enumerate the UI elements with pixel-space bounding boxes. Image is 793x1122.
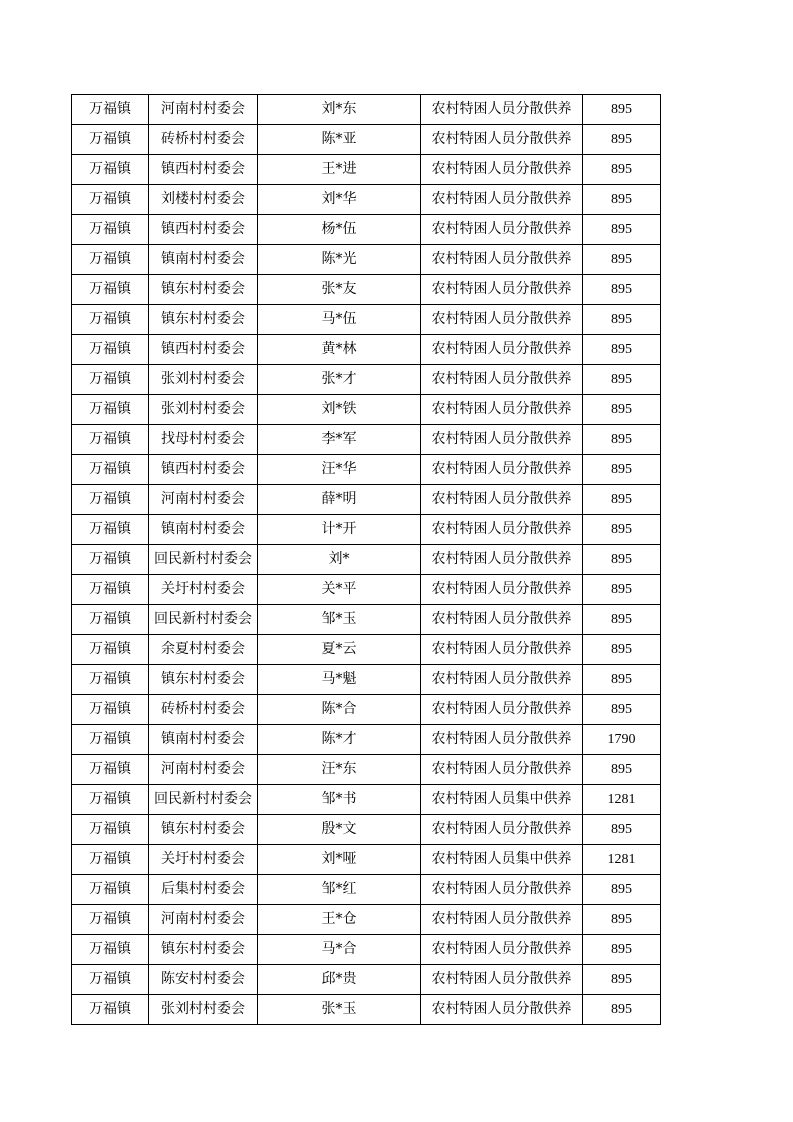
table-row bbox=[72, 695, 661, 725]
name-cell: 陈*亚 bbox=[258, 125, 421, 155]
village-cell: 镇西村村委会 bbox=[149, 335, 258, 365]
village-cell: 关圩村村委会 bbox=[149, 845, 258, 875]
town-cell: 万福镇 bbox=[72, 875, 149, 905]
town-cell: 万福镇 bbox=[72, 455, 149, 485]
amount-cell: 1281 bbox=[583, 845, 661, 875]
amount-cell: 895 bbox=[583, 905, 661, 935]
table-row bbox=[72, 215, 661, 245]
name-cell: 汪*华 bbox=[258, 455, 421, 485]
category-cell: 农村特困人员分散供养 bbox=[421, 575, 583, 605]
village-cell: 镇南村村委会 bbox=[149, 725, 258, 755]
name-cell: 刘*华 bbox=[258, 185, 421, 215]
name-cell: 汪*东 bbox=[258, 755, 421, 785]
name-cell: 邹*书 bbox=[258, 785, 421, 815]
village-cell: 回民新村村委会 bbox=[149, 545, 258, 575]
table-row bbox=[72, 185, 661, 215]
village-cell: 余夏村村委会 bbox=[149, 635, 258, 665]
town-cell: 万福镇 bbox=[72, 155, 149, 185]
town-cell: 万福镇 bbox=[72, 695, 149, 725]
village-cell: 镇东村村委会 bbox=[149, 305, 258, 335]
name-cell: 张*玉 bbox=[258, 995, 421, 1025]
category-cell: 农村特困人员分散供养 bbox=[421, 185, 583, 215]
village-cell: 镇东村村委会 bbox=[149, 665, 258, 695]
name-cell: 邱*贵 bbox=[258, 965, 421, 995]
name-cell: 杨*伍 bbox=[258, 215, 421, 245]
name-cell: 马*合 bbox=[258, 935, 421, 965]
name-cell: 王*进 bbox=[258, 155, 421, 185]
table-row bbox=[72, 365, 661, 395]
table-row bbox=[72, 725, 661, 755]
table-row bbox=[72, 755, 661, 785]
table-row bbox=[72, 125, 661, 155]
village-cell: 回民新村村委会 bbox=[149, 605, 258, 635]
name-cell: 刘*铁 bbox=[258, 395, 421, 425]
amount-cell: 895 bbox=[583, 665, 661, 695]
village-cell: 镇东村村委会 bbox=[149, 935, 258, 965]
village-cell: 镇南村村委会 bbox=[149, 245, 258, 275]
village-cell: 镇南村村委会 bbox=[149, 515, 258, 545]
category-cell: 农村特困人员分散供养 bbox=[421, 155, 583, 185]
town-cell: 万福镇 bbox=[72, 545, 149, 575]
town-cell: 万福镇 bbox=[72, 755, 149, 785]
recipient-table bbox=[71, 94, 661, 1025]
town-cell: 万福镇 bbox=[72, 365, 149, 395]
amount-cell: 895 bbox=[583, 335, 661, 365]
amount-cell: 895 bbox=[583, 815, 661, 845]
name-cell: 薛*明 bbox=[258, 485, 421, 515]
category-cell: 农村特困人员分散供养 bbox=[421, 545, 583, 575]
category-cell: 农村特困人员分散供养 bbox=[421, 395, 583, 425]
town-cell: 万福镇 bbox=[72, 665, 149, 695]
name-cell: 刘* bbox=[258, 545, 421, 575]
village-cell: 河南村村委会 bbox=[149, 755, 258, 785]
name-cell: 邹*红 bbox=[258, 875, 421, 905]
amount-cell: 895 bbox=[583, 185, 661, 215]
table-row bbox=[72, 95, 661, 125]
table-row bbox=[72, 995, 661, 1025]
town-cell: 万福镇 bbox=[72, 575, 149, 605]
amount-cell: 895 bbox=[583, 275, 661, 305]
amount-cell: 895 bbox=[583, 695, 661, 725]
category-cell: 农村特困人员分散供养 bbox=[421, 245, 583, 275]
table-row bbox=[72, 455, 661, 485]
amount-cell: 895 bbox=[583, 125, 661, 155]
town-cell: 万福镇 bbox=[72, 965, 149, 995]
table-row bbox=[72, 905, 661, 935]
name-cell: 计*开 bbox=[258, 515, 421, 545]
amount-cell: 895 bbox=[583, 215, 661, 245]
category-cell: 农村特困人员分散供养 bbox=[421, 275, 583, 305]
name-cell: 殷*文 bbox=[258, 815, 421, 845]
town-cell: 万福镇 bbox=[72, 785, 149, 815]
name-cell: 关*平 bbox=[258, 575, 421, 605]
town-cell: 万福镇 bbox=[72, 995, 149, 1025]
amount-cell: 895 bbox=[583, 485, 661, 515]
category-cell: 农村特困人员分散供养 bbox=[421, 635, 583, 665]
village-cell: 河南村村委会 bbox=[149, 95, 258, 125]
village-cell: 回民新村村委会 bbox=[149, 785, 258, 815]
amount-cell: 895 bbox=[583, 965, 661, 995]
amount-cell: 895 bbox=[583, 395, 661, 425]
category-cell: 农村特困人员分散供养 bbox=[421, 335, 583, 365]
name-cell: 马*伍 bbox=[258, 305, 421, 335]
amount-cell: 895 bbox=[583, 545, 661, 575]
village-cell: 镇东村村委会 bbox=[149, 815, 258, 845]
amount-cell: 895 bbox=[583, 155, 661, 185]
name-cell: 夏*云 bbox=[258, 635, 421, 665]
village-cell: 张刘村村委会 bbox=[149, 995, 258, 1025]
village-cell: 刘楼村村委会 bbox=[149, 185, 258, 215]
town-cell: 万福镇 bbox=[72, 125, 149, 155]
village-cell: 陈安村村委会 bbox=[149, 965, 258, 995]
category-cell: 农村特困人员分散供养 bbox=[421, 305, 583, 335]
table-row bbox=[72, 545, 661, 575]
table-body bbox=[72, 95, 661, 1025]
amount-cell: 895 bbox=[583, 605, 661, 635]
table-row bbox=[72, 485, 661, 515]
amount-cell: 895 bbox=[583, 305, 661, 335]
village-cell: 镇西村村委会 bbox=[149, 155, 258, 185]
table-row bbox=[72, 575, 661, 605]
table-row bbox=[72, 845, 661, 875]
category-cell: 农村特困人员分散供养 bbox=[421, 515, 583, 545]
town-cell: 万福镇 bbox=[72, 635, 149, 665]
category-cell: 农村特困人员分散供养 bbox=[421, 605, 583, 635]
name-cell: 陈*才 bbox=[258, 725, 421, 755]
amount-cell: 895 bbox=[583, 575, 661, 605]
category-cell: 农村特困人员分散供养 bbox=[421, 215, 583, 245]
village-cell: 张刘村村委会 bbox=[149, 365, 258, 395]
category-cell: 农村特困人员分散供养 bbox=[421, 815, 583, 845]
village-cell: 砖桥村村委会 bbox=[149, 125, 258, 155]
name-cell: 马*魁 bbox=[258, 665, 421, 695]
name-cell: 王*仓 bbox=[258, 905, 421, 935]
table-row bbox=[72, 935, 661, 965]
amount-cell: 1790 bbox=[583, 725, 661, 755]
amount-cell: 895 bbox=[583, 995, 661, 1025]
village-cell: 河南村村委会 bbox=[149, 485, 258, 515]
town-cell: 万福镇 bbox=[72, 515, 149, 545]
table-row bbox=[72, 665, 661, 695]
town-cell: 万福镇 bbox=[72, 245, 149, 275]
town-cell: 万福镇 bbox=[72, 485, 149, 515]
town-cell: 万福镇 bbox=[72, 215, 149, 245]
category-cell: 农村特困人员分散供养 bbox=[421, 95, 583, 125]
table-row bbox=[72, 245, 661, 275]
category-cell: 农村特困人员分散供养 bbox=[421, 905, 583, 935]
amount-cell: 895 bbox=[583, 425, 661, 455]
table-row bbox=[72, 305, 661, 335]
name-cell: 陈*合 bbox=[258, 695, 421, 725]
category-cell: 农村特困人员分散供养 bbox=[421, 695, 583, 725]
amount-cell: 895 bbox=[583, 455, 661, 485]
category-cell: 农村特困人员分散供养 bbox=[421, 425, 583, 455]
category-cell: 农村特困人员集中供养 bbox=[421, 845, 583, 875]
category-cell: 农村特困人员分散供养 bbox=[421, 965, 583, 995]
table-row bbox=[72, 515, 661, 545]
town-cell: 万福镇 bbox=[72, 905, 149, 935]
category-cell: 农村特困人员分散供养 bbox=[421, 455, 583, 485]
table-row bbox=[72, 395, 661, 425]
table-row bbox=[72, 605, 661, 635]
amount-cell: 895 bbox=[583, 755, 661, 785]
name-cell: 张*友 bbox=[258, 275, 421, 305]
table-row bbox=[72, 335, 661, 365]
town-cell: 万福镇 bbox=[72, 275, 149, 305]
town-cell: 万福镇 bbox=[72, 425, 149, 455]
category-cell: 农村特困人员分散供养 bbox=[421, 485, 583, 515]
table-row bbox=[72, 875, 661, 905]
table-row bbox=[72, 635, 661, 665]
town-cell: 万福镇 bbox=[72, 95, 149, 125]
town-cell: 万福镇 bbox=[72, 185, 149, 215]
table-row bbox=[72, 785, 661, 815]
village-cell: 镇东村村委会 bbox=[149, 275, 258, 305]
village-cell: 张刘村村委会 bbox=[149, 395, 258, 425]
category-cell: 农村特困人员分散供养 bbox=[421, 875, 583, 905]
village-cell: 镇西村村委会 bbox=[149, 455, 258, 485]
name-cell: 李*军 bbox=[258, 425, 421, 455]
amount-cell: 895 bbox=[583, 245, 661, 275]
amount-cell: 895 bbox=[583, 365, 661, 395]
amount-cell: 895 bbox=[583, 95, 661, 125]
name-cell: 刘*哑 bbox=[258, 845, 421, 875]
name-cell: 刘*东 bbox=[258, 95, 421, 125]
table-row bbox=[72, 965, 661, 995]
village-cell: 镇西村村委会 bbox=[149, 215, 258, 245]
name-cell: 邹*玉 bbox=[258, 605, 421, 635]
town-cell: 万福镇 bbox=[72, 305, 149, 335]
village-cell: 河南村村委会 bbox=[149, 905, 258, 935]
category-cell: 农村特困人员分散供养 bbox=[421, 935, 583, 965]
village-cell: 后集村村委会 bbox=[149, 875, 258, 905]
category-cell: 农村特困人员分散供养 bbox=[421, 725, 583, 755]
town-cell: 万福镇 bbox=[72, 725, 149, 755]
amount-cell: 895 bbox=[583, 875, 661, 905]
amount-cell: 895 bbox=[583, 635, 661, 665]
category-cell: 农村特困人员分散供养 bbox=[421, 125, 583, 155]
village-cell: 砖桥村村委会 bbox=[149, 695, 258, 725]
category-cell: 农村特困人员分散供养 bbox=[421, 365, 583, 395]
amount-cell: 895 bbox=[583, 935, 661, 965]
town-cell: 万福镇 bbox=[72, 935, 149, 965]
name-cell: 陈*光 bbox=[258, 245, 421, 275]
town-cell: 万福镇 bbox=[72, 815, 149, 845]
town-cell: 万福镇 bbox=[72, 335, 149, 365]
amount-cell: 1281 bbox=[583, 785, 661, 815]
category-cell: 农村特困人员分散供养 bbox=[421, 755, 583, 785]
name-cell: 黄*林 bbox=[258, 335, 421, 365]
category-cell: 农村特困人员分散供养 bbox=[421, 995, 583, 1025]
village-cell: 关圩村村委会 bbox=[149, 575, 258, 605]
table-row bbox=[72, 155, 661, 185]
name-cell: 张*才 bbox=[258, 365, 421, 395]
table-row bbox=[72, 815, 661, 845]
category-cell: 农村特困人员分散供养 bbox=[421, 665, 583, 695]
town-cell: 万福镇 bbox=[72, 605, 149, 635]
table-row bbox=[72, 275, 661, 305]
town-cell: 万福镇 bbox=[72, 395, 149, 425]
town-cell: 万福镇 bbox=[72, 845, 149, 875]
category-cell: 农村特困人员集中供养 bbox=[421, 785, 583, 815]
village-cell: 找母村村委会 bbox=[149, 425, 258, 455]
table-row bbox=[72, 425, 661, 455]
amount-cell: 895 bbox=[583, 515, 661, 545]
